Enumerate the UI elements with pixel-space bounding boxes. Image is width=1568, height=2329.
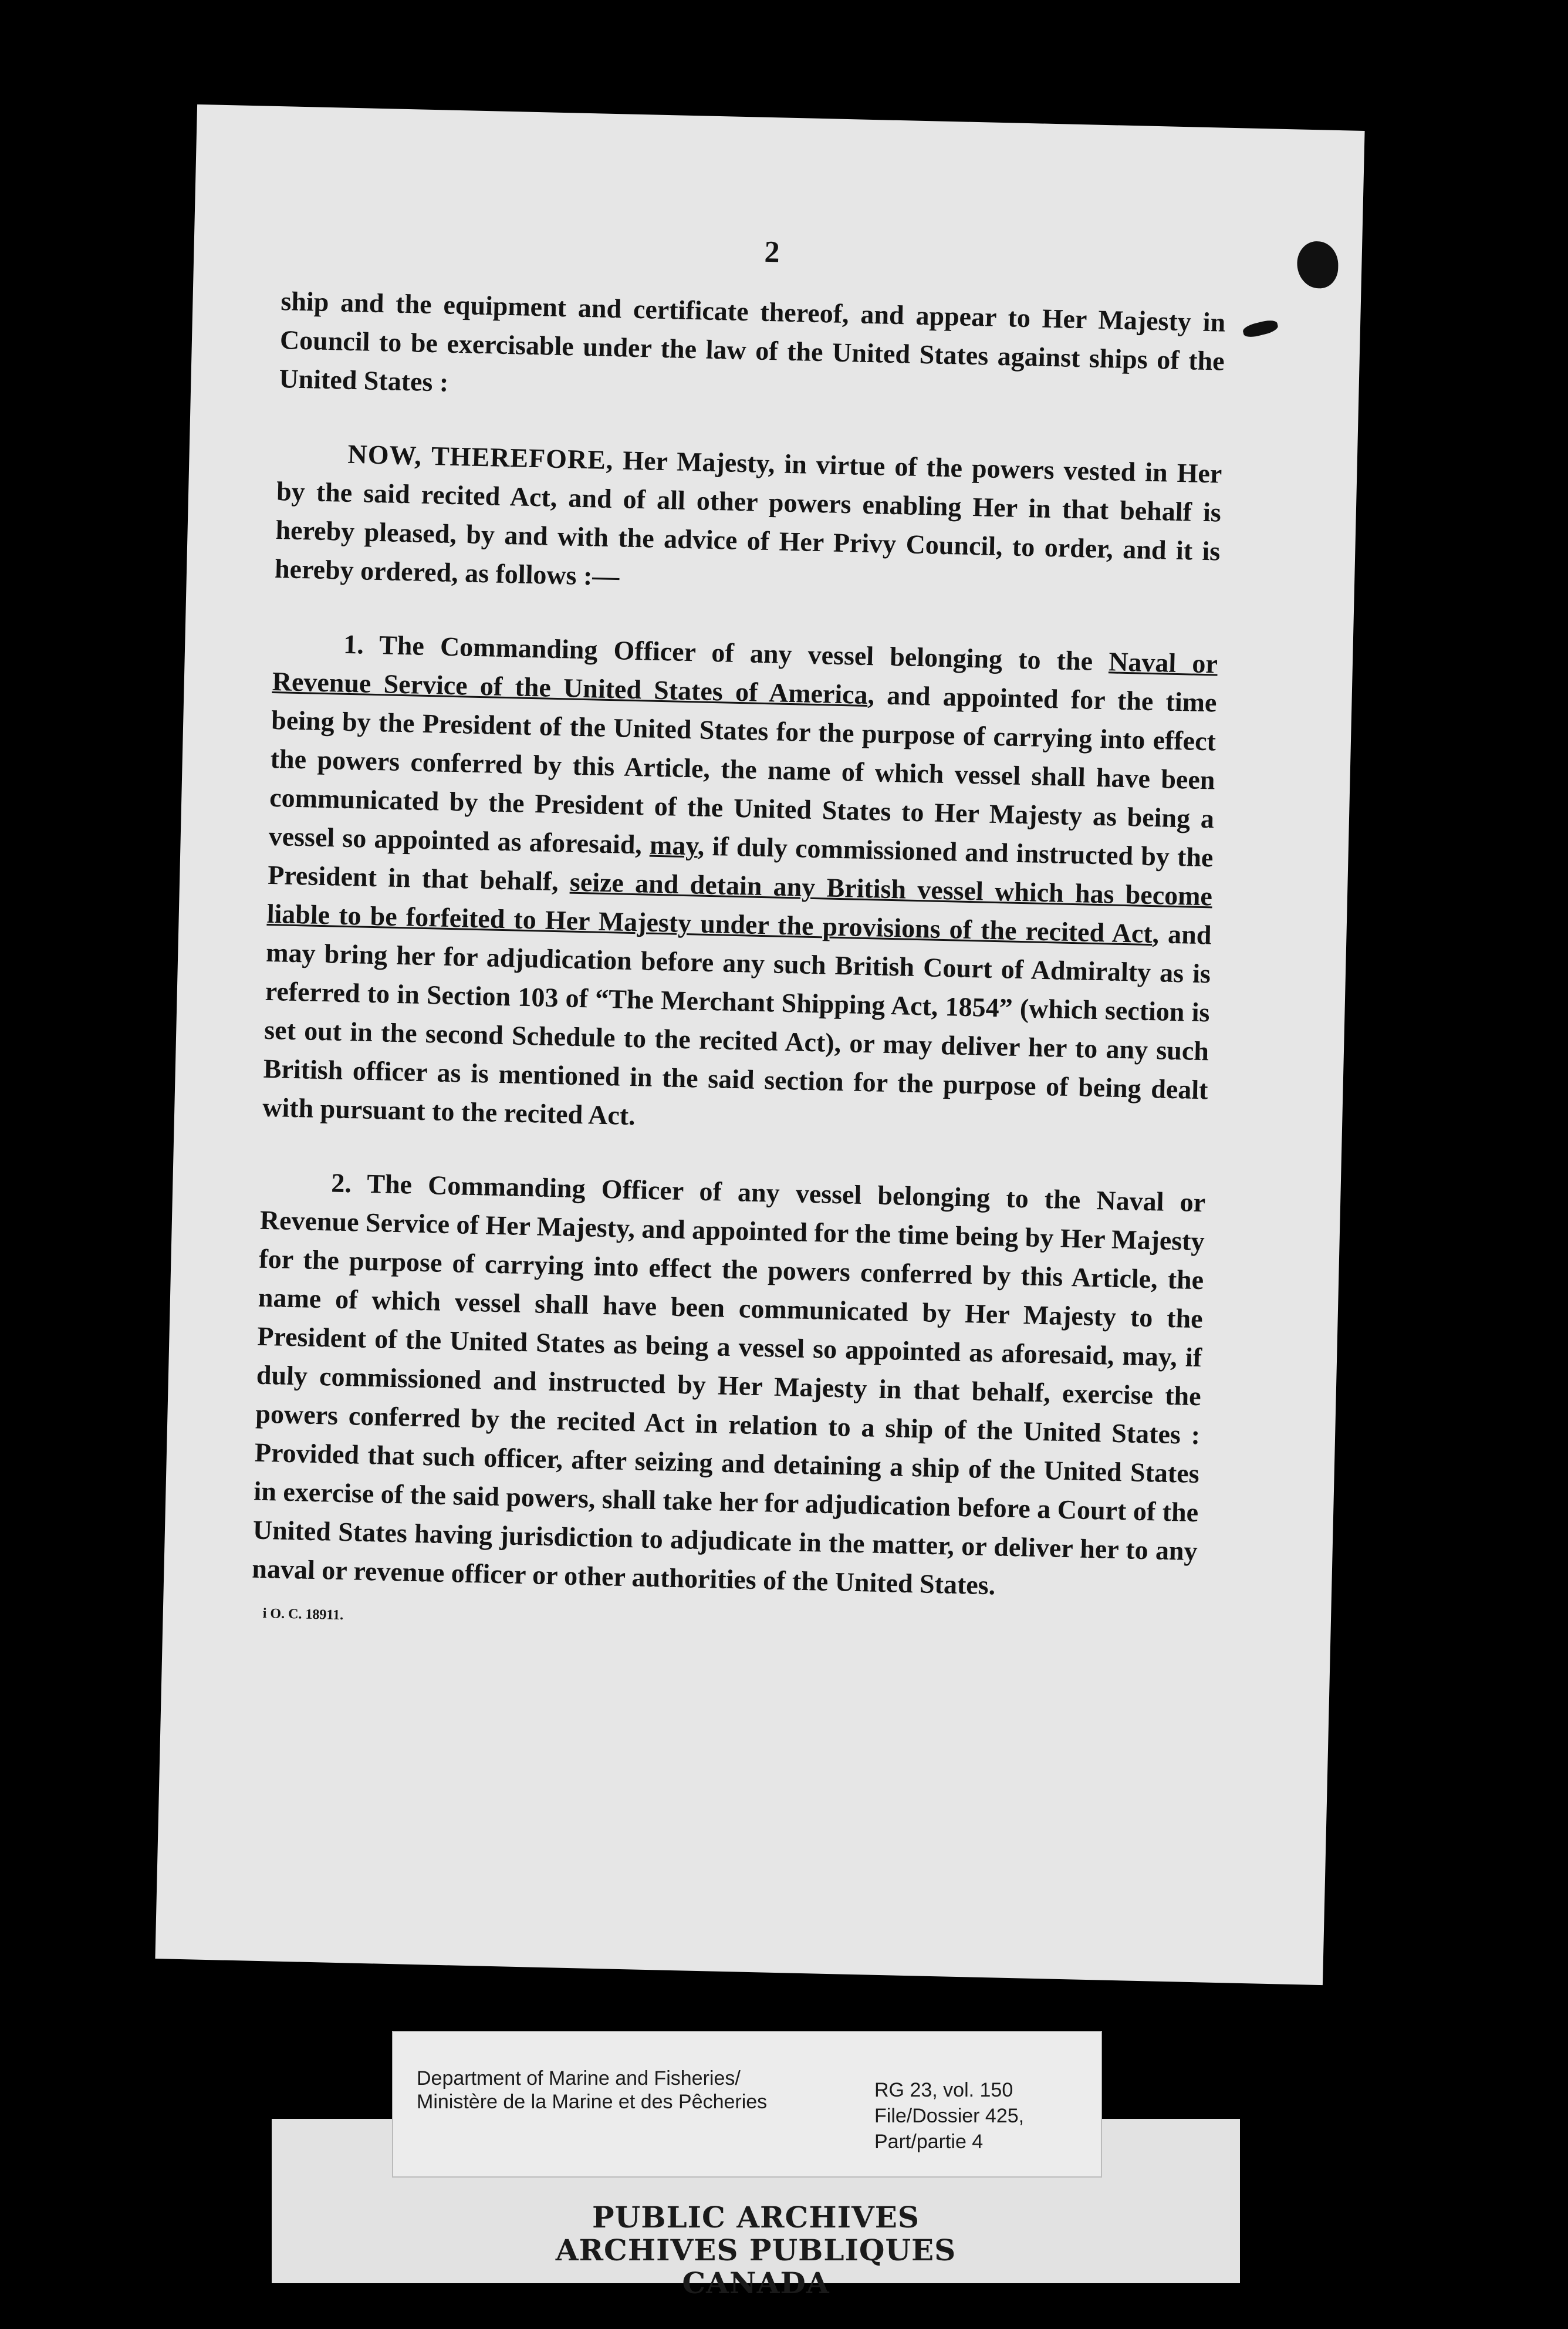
- now-therefore-text: Her Majesty, in virtue of the powers vested in Her by the said recited Act, and of all other powers enabling Her in that behalf is hereby pleased, by and with the advice of Her Privy Council, to order, and it is hereby ordered, as follows :—: [274, 445, 1222, 592]
- article-1-underlined-seize: seize and detain any British vessel which has become liable to be forfeited to Her Majesty under the provisions of the recited Act: [266, 866, 1213, 949]
- article-1-part-1: 1. The Commanding Officer of any vessel belonging to the: [343, 629, 1109, 677]
- reference-part: Part/partie 4: [874, 2131, 984, 2153]
- ink-smudge-mark: [1242, 318, 1279, 339]
- reference-record-group: RG 23, vol. 150: [874, 2079, 1013, 2101]
- intro-paragraph: ship and the equipment and certificate thereof, and appear to Her Majesty in Council to be exercisable under the law of the United States against ships of the United States :: [278, 286, 1226, 397]
- department-english: Department of Marine and Fisheries/: [417, 2067, 741, 2090]
- reference-file: File/Dossier 425,: [874, 2105, 1025, 2127]
- document-page: [155, 104, 1364, 1985]
- stamp-line-canada: CANADA: [682, 2266, 830, 2300]
- footnote-order-number: i O. C. 18911.: [262, 1606, 344, 1623]
- article-2-paragraph: 2. The Commanding Officer of any vessel belonging to the Naval or Revenue Service of Her Majesty, and appointed for the time being by Her Majesty for the purpose of carrying into effect the powers conferred by this Article, the name of which vessel shall have been communicated by Her Majesty to the President of the United States as being a vessel so appointed as aforesaid, may, if duly commissioned and instructed by Her Majesty in that behalf, exercise the powers conferred by the recited Act in relation to a ship of the United States : Provided that such officer, after seizing and detaining a ship of the United States in exercise of the said powers, shall take her for adjudication before a Court of the United States having jurisdiction to adjudicate in the matter, or deliver her to any naval or revenue officer or other authorities of the United States.: [251, 1167, 1206, 1601]
- stamp-line-public-archives: PUBLIC ARCHIVES: [592, 2200, 920, 2235]
- article-1-underlined-service: Naval or Revenue Service of the United States of America: [272, 646, 1218, 710]
- page-number: 2: [763, 235, 780, 269]
- archive-label-card: [392, 2031, 1102, 2178]
- department-french: Ministère de la Marine et des Pêcheries: [417, 2091, 768, 2113]
- page-content: [251, 224, 1227, 1643]
- article-1-part-5: , if duly commissioned and instructed by the President in that behalf,: [267, 831, 1214, 897]
- article-1-paragraph: [262, 623, 1218, 1148]
- stamp-line-archives-publiques: ARCHIVES PUBLIQUES: [555, 2233, 957, 2267]
- now-therefore-lead: NOW, THEREFORE,: [347, 438, 614, 475]
- now-therefore-paragraph: [274, 433, 1222, 609]
- article-1-part-3: , and appointed for the time being by the President of the United States for the purpose of carrying into effect the powers conferred by this Article, the name of which vessel shall have been communicated by the President of the United States to Her Majesty as being a vessel so appointed as aforesaid,: [268, 680, 1218, 860]
- article-1-part-7: , and may bring her for adjudication before any such British Court of Admiralty as is referred to in Section 103 of “The Merchant Shipping Act, 1854” (which section is set out in the second Schedule to the recited Act), or may deliver her to any such British officer as is mentioned in the said section for the purpose of being dealt with pursuant to the recited Act.: [262, 919, 1212, 1131]
- ink-blot-mark: [1296, 241, 1339, 289]
- article-1-underlined-may: may: [649, 829, 698, 861]
